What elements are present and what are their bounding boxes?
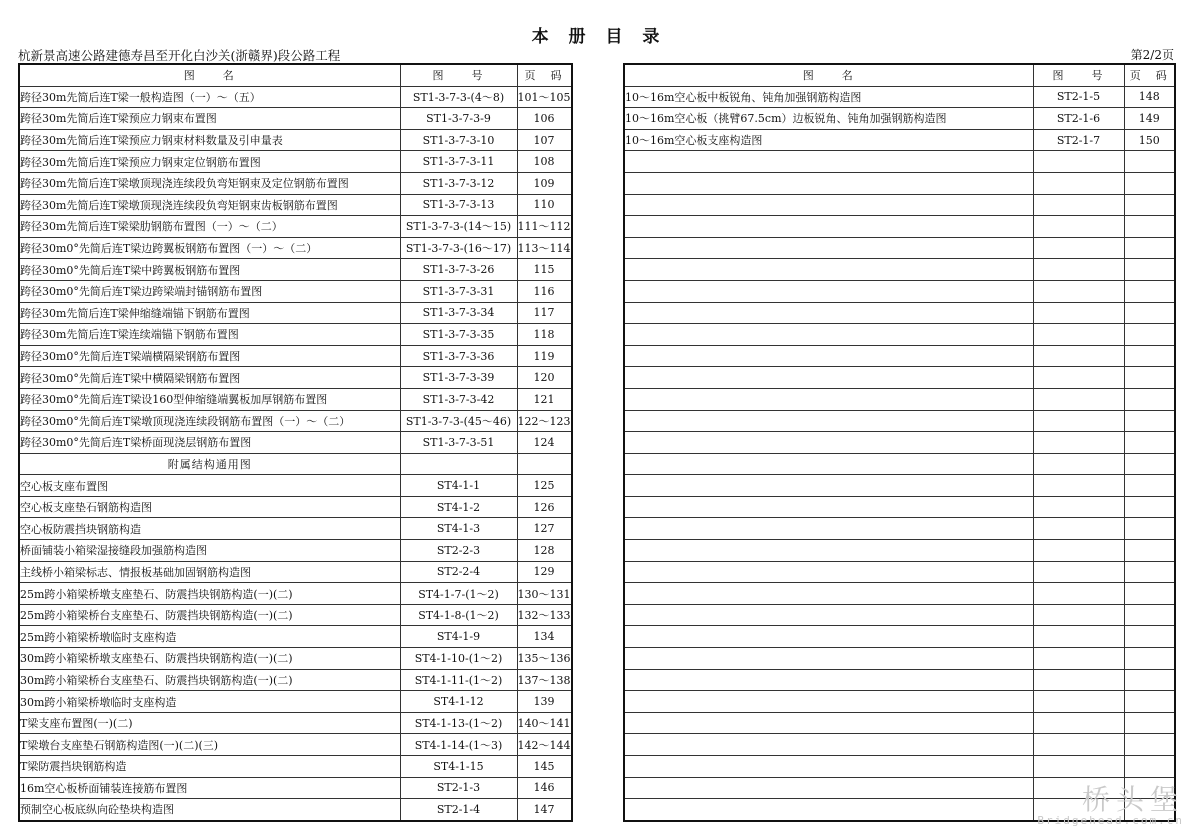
- watermark-logo: 桥头堡: [1081, 783, 1184, 816]
- drawing-name: 桥面铺装小箱梁湿接缝段加强筋构造图: [19, 540, 400, 562]
- page-number: [1124, 237, 1175, 259]
- drawing-number: ST2-1-5: [1033, 86, 1124, 108]
- blank-row: [624, 410, 1175, 432]
- drawing-name: 空心板防震挡块钢筋构造: [19, 518, 400, 540]
- drawing-number: [1033, 324, 1124, 346]
- drawing-name: [624, 151, 1033, 173]
- blank-row: [624, 540, 1175, 562]
- page-number: 109: [517, 172, 572, 194]
- drawing-name: 25m跨小箱梁桥墩支座垫石、防震挡块钢筋构造(一)(二): [19, 583, 400, 605]
- table-row: [19, 216, 572, 238]
- drawing-number: [1033, 367, 1124, 389]
- drawing-number: [1033, 734, 1124, 756]
- drawing-number: ST2-2-3: [400, 540, 517, 562]
- drawing-name: [624, 410, 1033, 432]
- page-number: 147: [517, 799, 572, 821]
- drawing-name: T梁支座布置图(一)(二): [19, 712, 400, 734]
- page-number: 126: [517, 496, 572, 518]
- page-number: [1124, 216, 1175, 238]
- drawing-name: 30m跨小箱梁桥台支座垫石、防震挡块钢筋构造(一)(二): [19, 669, 400, 691]
- drawing-name: [624, 691, 1033, 713]
- page-number: 113～114: [517, 237, 572, 259]
- drawing-name: [624, 345, 1033, 367]
- blank-row: [624, 712, 1175, 734]
- drawing-number: ST1-3-7-3-(16～17): [400, 237, 517, 259]
- blank-row: [624, 172, 1175, 194]
- blank-row: [624, 324, 1175, 346]
- page-number: 148: [1124, 86, 1175, 108]
- blank-row: [624, 216, 1175, 238]
- drawing-name: 10～16m空心板（挑臂67.5cm）边板锐角、钝角加强钢筋构造图: [624, 108, 1033, 130]
- page-number: [1124, 626, 1175, 648]
- table-row: [19, 172, 572, 194]
- drawing-name: 跨径30m先简后连T梁伸缩缝端锚下钢筋布置图: [19, 302, 400, 324]
- drawing-number: [1033, 432, 1124, 454]
- page-number: 106: [517, 108, 572, 130]
- page-number: [1124, 669, 1175, 691]
- table-row: [19, 388, 572, 410]
- table-row: [19, 691, 572, 713]
- page-number: [1124, 756, 1175, 778]
- drawing-name: 跨径30m先简后连T梁预应力钢束材料数量及引申量表: [19, 129, 400, 151]
- blank-row: [624, 648, 1175, 670]
- page-number: 150: [1124, 129, 1175, 151]
- page-number: [1124, 540, 1175, 562]
- drawing-number: ST1-3-7-3-10: [400, 129, 517, 151]
- drawing-number: [1033, 496, 1124, 518]
- drawing-number: ST4-1-2: [400, 496, 517, 518]
- drawing-name: [624, 216, 1033, 238]
- drawing-number: [1033, 453, 1124, 475]
- table-row: [19, 302, 572, 324]
- section-row: [19, 453, 572, 475]
- page-number: 146: [517, 777, 572, 799]
- drawing-name: [624, 280, 1033, 302]
- table-row: [19, 626, 572, 648]
- drawing-number: ST4-1-3: [400, 518, 517, 540]
- drawing-name: 25m跨小箱梁桥台支座垫石、防震挡块钢筋构造(一)(二): [19, 604, 400, 626]
- column-header-name: 图 名: [19, 64, 400, 86]
- drawing-name: 跨径30m先简后连T梁一般构造图（一）～（五）: [19, 86, 400, 108]
- drawing-number: ST1-3-7-3-9: [400, 108, 517, 130]
- blank-row: [624, 367, 1175, 389]
- blank-row: [624, 561, 1175, 583]
- drawing-number: ST1-3-7-3-42: [400, 388, 517, 410]
- drawing-name: 跨径30m0°先简后连T梁中跨翼板钢筋布置图: [19, 259, 400, 281]
- drawing-number: ST1-3-7-3-51: [400, 432, 517, 454]
- drawing-name: 跨径30m先简后连T梁墩顶现浇连续段负弯矩钢束齿板钢筋布置图: [19, 194, 400, 216]
- drawing-number: [1033, 540, 1124, 562]
- drawing-name: 跨径30m先简后连T梁墩顶现浇连续段负弯矩钢束及定位钢筋布置图: [19, 172, 400, 194]
- table-row: [19, 540, 572, 562]
- blank-row: [624, 518, 1175, 540]
- table-row: [624, 129, 1175, 151]
- drawing-name: 16m空心板桥面铺装连接筋布置图: [19, 777, 400, 799]
- drawing-number: ST1-3-7-3-36: [400, 345, 517, 367]
- drawing-number: [1033, 216, 1124, 238]
- page-number: [1124, 453, 1175, 475]
- column-header-name: 图 名: [624, 64, 1033, 86]
- table-row: [19, 583, 572, 605]
- blank-row: [624, 151, 1175, 173]
- catalog-title: 本 册 目 录: [531, 27, 667, 47]
- page-number: 108: [517, 151, 572, 173]
- drawing-number: ST4-1-13-(1～2): [400, 712, 517, 734]
- drawing-name: 跨径30m0°先简后连T梁边跨梁端封锚钢筋布置图: [19, 280, 400, 302]
- drawing-name: [624, 518, 1033, 540]
- page-cell: [517, 453, 572, 475]
- table-row: [19, 734, 572, 756]
- page-number: 142～144: [517, 734, 572, 756]
- section-title: 附属结构通用图: [19, 453, 400, 475]
- page-number: [1124, 691, 1175, 713]
- drawing-number: ST4-1-14-(1～3): [400, 734, 517, 756]
- page-number: 115: [517, 259, 572, 281]
- table-row: [19, 367, 572, 389]
- drawing-number: ST1-3-7-3-31: [400, 280, 517, 302]
- drawing-number: [1033, 151, 1124, 173]
- page-number: [1124, 648, 1175, 670]
- drawing-name: 跨径30m先简后连T梁预应力钢束布置图: [19, 108, 400, 130]
- drawing-name: 跨径30m0°先简后连T梁边跨翼板钢筋布置图（一）～（二）: [19, 237, 400, 259]
- page-number: [1124, 151, 1175, 173]
- table-row: [624, 86, 1175, 108]
- drawing-number: ST1-3-7-3-12: [400, 172, 517, 194]
- table-row: [19, 669, 572, 691]
- drawing-number: ST1-3-7-3-(4～8): [400, 86, 517, 108]
- drawing-name: [624, 799, 1033, 821]
- drawing-name: [624, 626, 1033, 648]
- page-number: [1124, 259, 1175, 281]
- table-row: [19, 259, 572, 281]
- drawing-number: ST2-1-6: [1033, 108, 1124, 130]
- header-row: [19, 64, 572, 86]
- table-row: [19, 324, 572, 346]
- page-number: 125: [517, 475, 572, 497]
- page-number: 119: [517, 345, 572, 367]
- drawing-number: [1033, 237, 1124, 259]
- page-number: 137～138: [517, 669, 572, 691]
- drawing-name: 跨径30m0°先简后连T梁墩顶现浇连续段钢筋布置图（一）～（二）: [19, 410, 400, 432]
- drawing-name: [624, 777, 1033, 799]
- page-number: 132～133: [517, 604, 572, 626]
- left-drawing-index-table: [18, 63, 573, 822]
- page-number: 140～141: [517, 712, 572, 734]
- column-header-code: 图 号: [1033, 64, 1124, 86]
- page-number: [1124, 432, 1175, 454]
- page-number: [1124, 194, 1175, 216]
- drawing-number: [1033, 669, 1124, 691]
- drawing-number: [1033, 712, 1124, 734]
- page-number: [1124, 712, 1175, 734]
- page-number: 134: [517, 626, 572, 648]
- drawing-name: T梁墩台支座垫石钢筋构造图(一)(二)(三): [19, 734, 400, 756]
- page-number: [1124, 367, 1175, 389]
- drawing-name: [624, 561, 1033, 583]
- drawing-name: 跨径30m0°先简后连T梁中横隔梁钢筋布置图: [19, 367, 400, 389]
- drawing-name: 10～16m空心板中板锐角、钝角加强钢筋构造图: [624, 86, 1033, 108]
- drawing-name: [624, 259, 1033, 281]
- page-number: 149: [1124, 108, 1175, 130]
- drawing-name: [624, 388, 1033, 410]
- blank-row: [624, 259, 1175, 281]
- page-number: 130～131: [517, 583, 572, 605]
- table-row: [19, 777, 572, 799]
- page-number: 129: [517, 561, 572, 583]
- drawing-number: [1033, 388, 1124, 410]
- page-number: 101～105: [517, 86, 572, 108]
- drawing-number: ST1-3-7-3-39: [400, 367, 517, 389]
- drawing-number: ST2-1-7: [1033, 129, 1124, 151]
- drawing-name: [624, 540, 1033, 562]
- drawing-number: ST4-1-7-(1～2): [400, 583, 517, 605]
- drawing-name: [624, 453, 1033, 475]
- drawing-number: [1033, 583, 1124, 605]
- drawing-number: ST2-2-4: [400, 561, 517, 583]
- page-number: 139: [517, 691, 572, 713]
- table-row: [19, 280, 572, 302]
- drawing-name: 空心板支座垫石钢筋构造图: [19, 496, 400, 518]
- header-row: [624, 64, 1175, 86]
- page-number: [1124, 604, 1175, 626]
- drawing-name: [624, 604, 1033, 626]
- blank-row: [624, 388, 1175, 410]
- table-row: [624, 108, 1175, 130]
- table-row: [19, 151, 572, 173]
- drawing-name: [624, 712, 1033, 734]
- drawing-number: [1033, 280, 1124, 302]
- page-number: 116: [517, 280, 572, 302]
- drawing-number: [1033, 561, 1124, 583]
- table-row: [19, 432, 572, 454]
- table-row: [19, 129, 572, 151]
- drawing-name: T梁防震挡块钢筋构造: [19, 756, 400, 778]
- page-number: [1124, 388, 1175, 410]
- blank-row: [624, 669, 1175, 691]
- drawing-name: 跨径30m先简后连T梁连续端锚下钢筋布置图: [19, 324, 400, 346]
- page-number: 124: [517, 432, 572, 454]
- drawing-name: [624, 756, 1033, 778]
- drawing-name: [624, 194, 1033, 216]
- right-drawing-index-table: [623, 63, 1176, 822]
- blank-row: [624, 194, 1175, 216]
- page-number: 135～136: [517, 648, 572, 670]
- drawing-number: ST2-1-3: [400, 777, 517, 799]
- drawing-number: [1033, 302, 1124, 324]
- drawing-number: [1033, 345, 1124, 367]
- drawing-name: 10～16m空心板支座构造图: [624, 129, 1033, 151]
- code-cell: [400, 453, 517, 475]
- blank-row: [624, 626, 1175, 648]
- drawing-number: ST4-1-12: [400, 691, 517, 713]
- drawing-name: 30m跨小箱梁桥墩临时支座构造: [19, 691, 400, 713]
- drawing-name: 空心板支座布置图: [19, 475, 400, 497]
- drawing-name: 跨径30m先简后连T梁梁肋钢筋布置图（一）～（二）: [19, 216, 400, 238]
- drawing-number: [1033, 172, 1124, 194]
- page-number: 110: [517, 194, 572, 216]
- column-header-code: 图 号: [400, 64, 517, 86]
- drawing-name: [624, 669, 1033, 691]
- page-number: [1124, 496, 1175, 518]
- drawing-number: ST4-1-11-(1～2): [400, 669, 517, 691]
- blank-row: [624, 691, 1175, 713]
- drawing-number: [1033, 604, 1124, 626]
- page-number: [1124, 324, 1175, 346]
- column-header-page: 页 码: [1124, 64, 1175, 86]
- drawing-name: [624, 648, 1033, 670]
- blank-row: [624, 604, 1175, 626]
- drawing-name: 跨径30m先简后连T梁预应力钢束定位钢筋布置图: [19, 151, 400, 173]
- drawing-number: [1033, 475, 1124, 497]
- drawing-number: [1033, 259, 1124, 281]
- drawing-number: ST4-1-10-(1～2): [400, 648, 517, 670]
- drawing-name: 预制空心板底纵向砼垫块构造图: [19, 799, 400, 821]
- page-number: [1124, 583, 1175, 605]
- drawing-number: [1033, 691, 1124, 713]
- table-row: [19, 712, 572, 734]
- drawing-number: [1033, 410, 1124, 432]
- page-number: 111～112: [517, 216, 572, 238]
- drawing-name: [624, 734, 1033, 756]
- page-number: [1124, 734, 1175, 756]
- drawing-number: ST1-3-7-3-11: [400, 151, 517, 173]
- page-number: 120: [517, 367, 572, 389]
- project-name: 杭新景高速公路建德寿昌至开化白沙关(浙赣界)段公路工程: [18, 48, 341, 63]
- watermark: [1037, 778, 1184, 827]
- drawing-number: ST4-1-8-(1～2): [400, 604, 517, 626]
- drawing-number: ST1-3-7-3-35: [400, 324, 517, 346]
- table-row: [19, 604, 572, 626]
- page-number: 118: [517, 324, 572, 346]
- page-number: 127: [517, 518, 572, 540]
- page-number: 128: [517, 540, 572, 562]
- drawing-name: [624, 367, 1033, 389]
- blank-row: [624, 280, 1175, 302]
- drawing-number: ST2-1-4: [400, 799, 517, 821]
- drawing-name: 跨径30m0°先简后连T梁端横隔梁钢筋布置图: [19, 345, 400, 367]
- table-row: [19, 799, 572, 821]
- page-number: [1124, 475, 1175, 497]
- page-number: [1124, 561, 1175, 583]
- drawing-number: ST1-3-7-3-(14～15): [400, 216, 517, 238]
- drawing-name: 跨径30m0°先简后连T梁设160型伸缩缝端翼板加厚钢筋布置图: [19, 388, 400, 410]
- drawing-number: ST1-3-7-3-26: [400, 259, 517, 281]
- page-number: 122～123: [517, 410, 572, 432]
- table-row: [19, 194, 572, 216]
- blank-row: [624, 237, 1175, 259]
- drawing-name: [624, 302, 1033, 324]
- page-number: 145: [517, 756, 572, 778]
- drawing-number: [1033, 648, 1124, 670]
- blank-row: [624, 583, 1175, 605]
- drawing-name: 30m跨小箱梁桥墩支座垫石、防震挡块钢筋构造(一)(二): [19, 648, 400, 670]
- page-number: 107: [517, 129, 572, 151]
- table-row: [19, 410, 572, 432]
- drawing-number: [1033, 194, 1124, 216]
- page-number: [1124, 410, 1175, 432]
- drawing-number: [1033, 626, 1124, 648]
- table-row: [19, 237, 572, 259]
- drawing-number: ST1-3-7-3-(45～46): [400, 410, 517, 432]
- page-number: [1124, 345, 1175, 367]
- blank-row: [624, 432, 1175, 454]
- blank-row: [624, 734, 1175, 756]
- table-row: [19, 648, 572, 670]
- watermark-url: Bridgehead.com.cn: [1037, 814, 1184, 827]
- drawing-name: 跨径30m0°先简后连T梁桥面现浇层钢筋布置图: [19, 432, 400, 454]
- drawing-name: [624, 237, 1033, 259]
- drawing-number: [1033, 756, 1124, 778]
- table-row: [19, 345, 572, 367]
- page-number: 121: [517, 388, 572, 410]
- drawing-name: 主线桥小箱梁标志、情报板基础加固钢筋构造图: [19, 561, 400, 583]
- table-row: [19, 756, 572, 778]
- page-number: [1124, 280, 1175, 302]
- blank-row: [624, 475, 1175, 497]
- blank-row: [624, 302, 1175, 324]
- drawing-name: [624, 475, 1033, 497]
- page-number: [1124, 518, 1175, 540]
- table-row: [19, 475, 572, 497]
- drawing-number: ST1-3-7-3-34: [400, 302, 517, 324]
- blank-row: [624, 345, 1175, 367]
- drawing-number: [1033, 518, 1124, 540]
- drawing-name: [624, 583, 1033, 605]
- page-number: [1124, 302, 1175, 324]
- column-header-page: 页 码: [517, 64, 572, 86]
- drawing-name: 25m跨小箱梁桥墩临时支座构造: [19, 626, 400, 648]
- drawing-number: ST4-1-9: [400, 626, 517, 648]
- drawing-number: ST4-1-1: [400, 475, 517, 497]
- blank-row: [624, 756, 1175, 778]
- drawing-number: ST4-1-15: [400, 756, 517, 778]
- page-indicator: 第2/2页: [1130, 48, 1174, 62]
- blank-row: [624, 453, 1175, 475]
- table-row: [19, 518, 572, 540]
- drawing-name: [624, 432, 1033, 454]
- table-row: [19, 108, 572, 130]
- drawing-name: [624, 172, 1033, 194]
- drawing-name: [624, 496, 1033, 518]
- blank-row: [624, 496, 1175, 518]
- table-row: [19, 86, 572, 108]
- page-number: 117: [517, 302, 572, 324]
- page-number: [1124, 172, 1175, 194]
- drawing-name: [624, 324, 1033, 346]
- table-row: [19, 561, 572, 583]
- table-row: [19, 496, 572, 518]
- drawing-number: ST1-3-7-3-13: [400, 194, 517, 216]
